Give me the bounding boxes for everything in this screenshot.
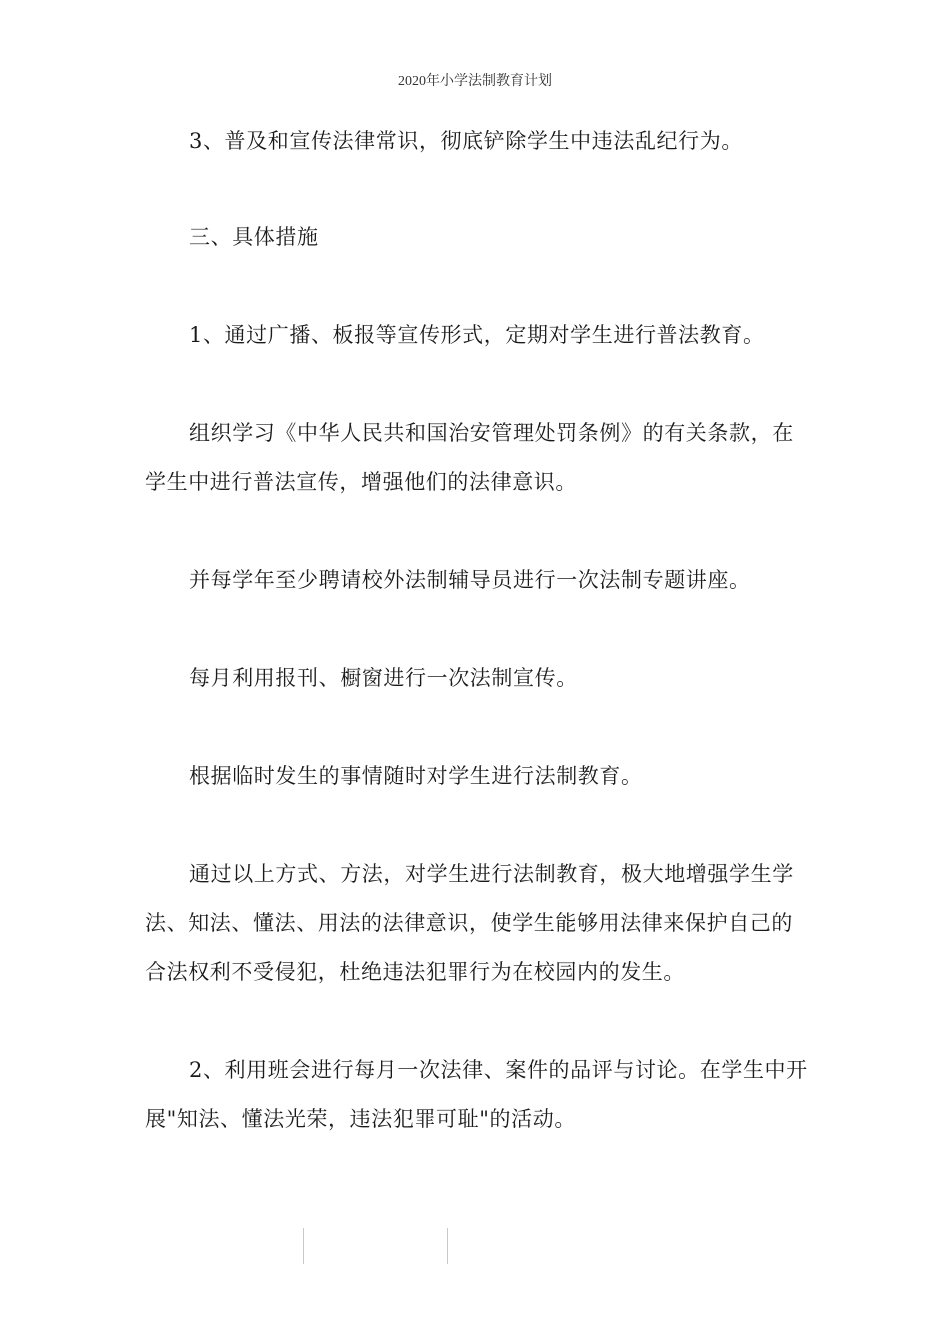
paragraph-study-regulations: 组织学习《中华人民共和国治安管理处罚条例》的有关条款，在学生中进行普法宣传，增强他们的法律意识。: [145, 421, 794, 494]
paragraph-ad-hoc-education: 根据临时发生的事情随时对学生进行法制教育。: [189, 764, 643, 788]
footer-divider-left: [303, 1228, 304, 1264]
paragraph-summary: 通过以上方式、方法，对学生进行法制教育，极大地增强学生学法、知法、懂法、用法的法律意识，使学生能够用法律来保护自己的合法权利不受侵犯，杜绝违法犯罪行为在校园内的发生。: [145, 862, 794, 984]
footer-divider-right: [447, 1228, 448, 1264]
paragraph-measure-2: 2、利用班会进行每月一次法律、案件的品评与讨论。在学生中开展"知法、懂法光荣，违法犯罪可耻"的活动。: [145, 1058, 808, 1131]
page-header-title: 2020年小学法制教育计划: [398, 74, 552, 89]
paragraph-goal-3: 3、普及和宣传法律常识，彻底铲除学生中违法乱纪行为。: [189, 129, 743, 153]
section-heading-measures: 三、具体措施: [189, 225, 319, 249]
paragraph-lecture: 并每学年至少聘请校外法制辅导员进行一次法制专题讲座。: [189, 568, 751, 592]
paragraph-measure-1: 1、通过广播、板报等宣传形式，定期对学生进行普法教育。: [189, 323, 765, 347]
paragraph-monthly-publicity: 每月利用报刊、橱窗进行一次法制宣传。: [189, 666, 578, 690]
